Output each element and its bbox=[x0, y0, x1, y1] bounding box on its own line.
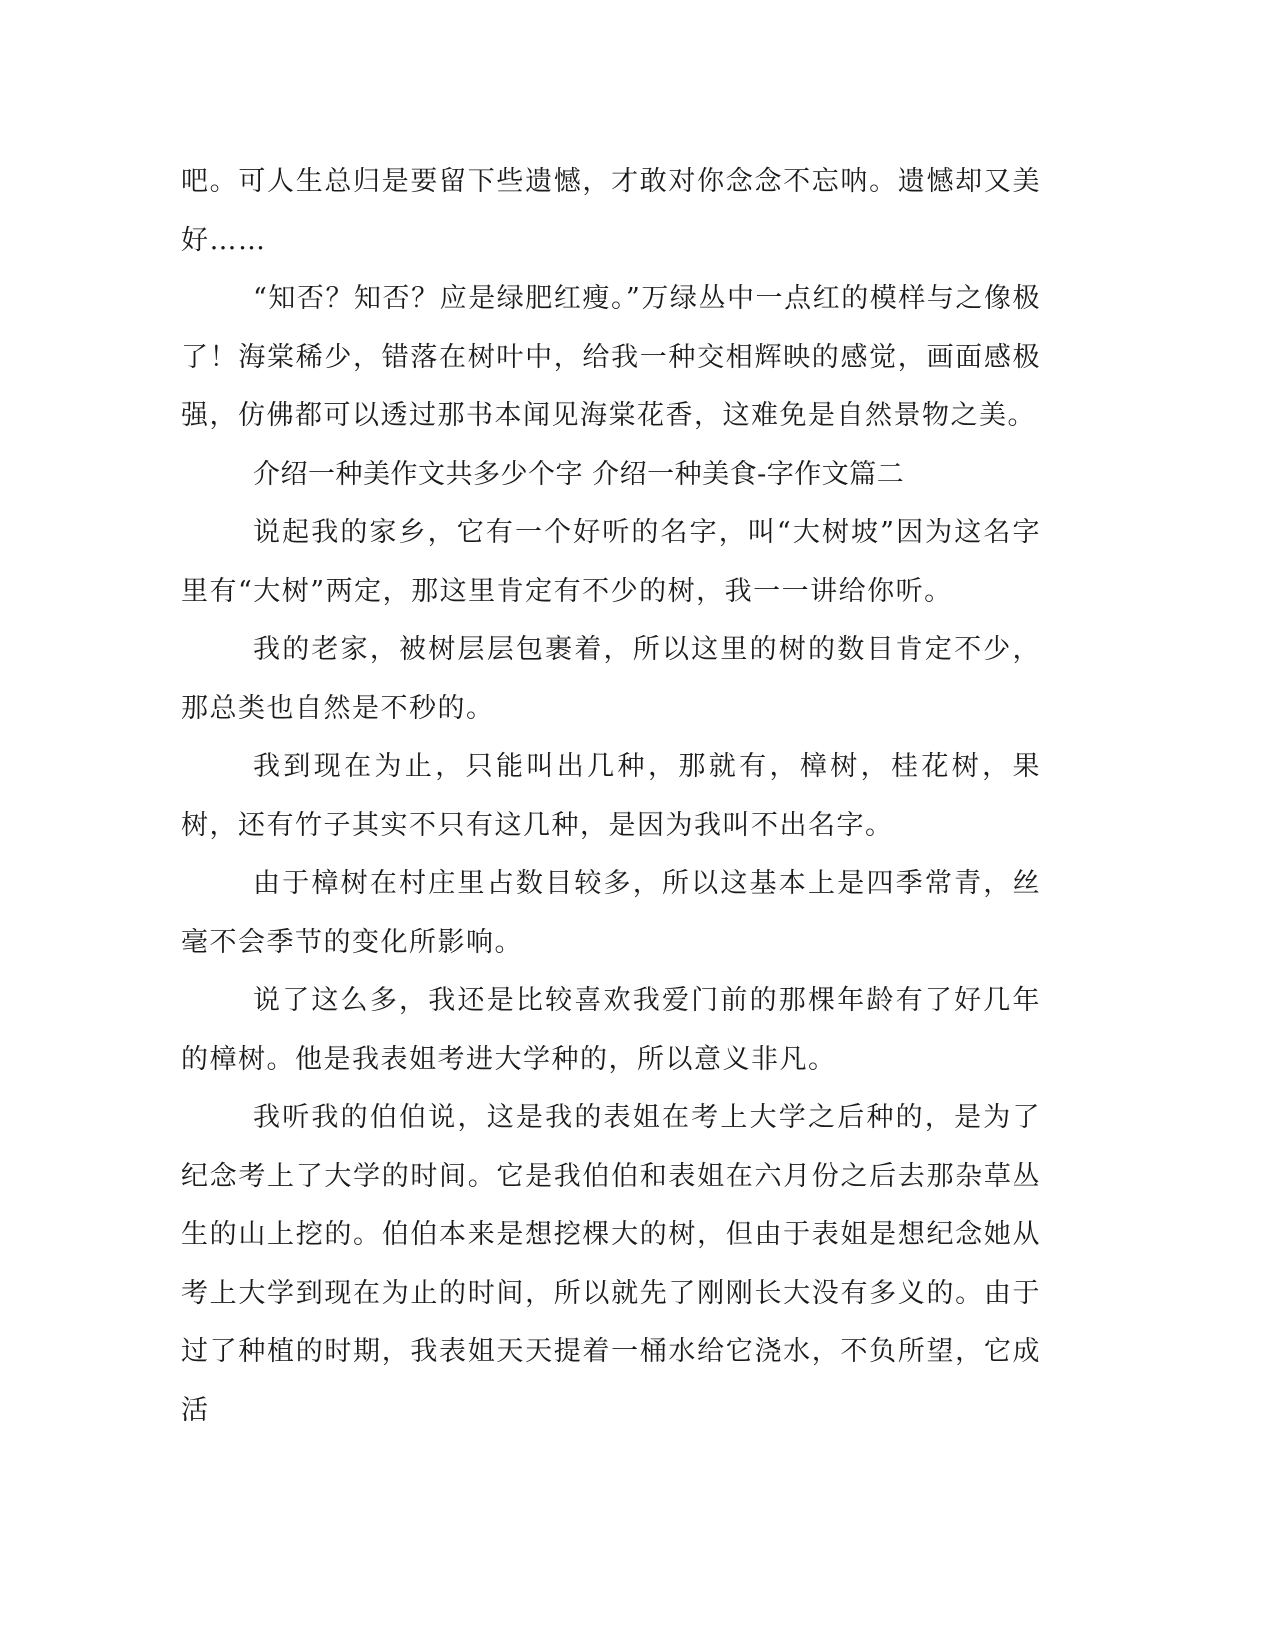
section-heading: 介绍一种美作文共多少个字 介绍一种美食-字作文篇二 bbox=[253, 458, 905, 490]
document-body bbox=[181, 153, 1041, 1440]
paragraph-1: 吧。可人生总归是要留下些遗憾，才敢对你念念不忘呐。遗憾却又美好…… bbox=[181, 166, 1041, 256]
paragraph-3: 说起我的家乡，它有一个好听的名字，叫“大树坡”因为这名字里有“大树”两定，那这里肯定有不少的树，我一一讲给你听。 bbox=[181, 517, 1041, 607]
paragraph-6: 由于樟树在村庄里占数目较多，所以这基本上是四季常青，丝毫不会季节的变化所影响。 bbox=[181, 868, 1041, 958]
paragraph-2: “知否？知否？应是绿肥红瘦。”万绿丛中一点红的模样与之像极了！海棠稀少，错落在树叶中，给我一种交相辉映的感觉，画面感极强，仿佛都可以透过那书本闻见海棠花香，这难免是自然景物之美。 bbox=[181, 283, 1041, 431]
paragraph-7: 说了这么多，我还是比较喜欢我爱门前的那棵年龄有了好几年的樟树。他是我表姐考进大学种的，所以意义非凡。 bbox=[181, 985, 1041, 1075]
paragraph-4: 我的老家，被树层层包裹着，所以这里的树的数目肯定不少，那总类也自然是不秒的。 bbox=[181, 634, 1041, 724]
paragraph-5: 我到现在为止，只能叫出几种，那就有，樟树，桂花树，果树，还有竹子其实不只有这几种，是因为我叫不出名字。 bbox=[181, 751, 1041, 841]
paragraph-8: 我听我的伯伯说，这是我的表姐在考上大学之后种的，是为了纪念考上了大学的时间。它是我伯伯和表姐在六月份之后去那杂草丛生的山上挖的。伯伯本来是想挖棵大的树，但由于表姐是想纪念她从考上大学到现在为止的时间，所以就先了刚刚长大没有多义的。由于过了种植的时期，我表姐天天提着一桶水给它浇水，不负所望，它成活 bbox=[181, 1102, 1041, 1426]
